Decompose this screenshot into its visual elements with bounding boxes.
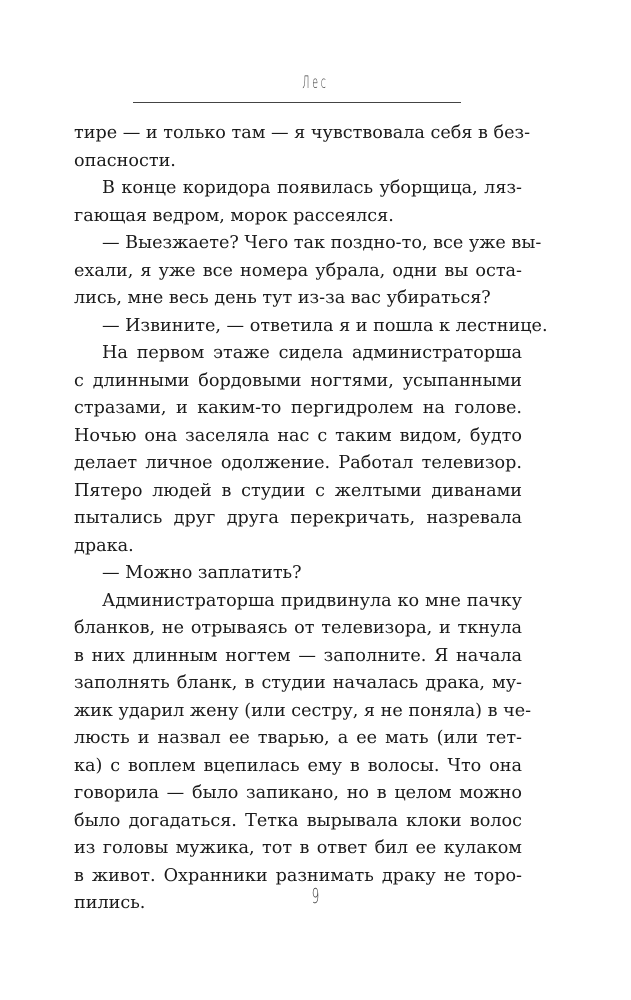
text-line: люсть и назвал ее тварью, а ее мать (или тет- xyxy=(74,728,522,748)
text-line: — Извините, — ответила я и пошла к лестнице. xyxy=(102,315,548,336)
text-line: пились. xyxy=(74,893,146,913)
header-rule xyxy=(133,102,461,103)
text-line: тире — и только там — я чувствовала себя в без- xyxy=(74,123,531,143)
text-line: делает личное одолжение. Работал телевизор. xyxy=(74,453,522,473)
text-line: из головы мужика, тот в ответ бил ее кулаком xyxy=(74,838,522,858)
text-line: опасности. xyxy=(74,150,176,171)
body-text xyxy=(74,120,548,918)
text-line: Ночью она заселяла нас с таким видом, будто xyxy=(74,425,522,446)
text-line: жик ударил жену (или сестру, я не поняла) в че- xyxy=(74,700,532,721)
text-line: Администраторша придвинула ко мне пачку xyxy=(102,590,522,611)
running-head: Лес xyxy=(302,73,329,93)
text-line: с длинными бордовыми ногтями, усыпанными xyxy=(74,370,522,391)
text-line: драка. xyxy=(74,535,134,556)
text-line: ка) с воплем вцепилась ему в волосы. Что она xyxy=(74,755,522,776)
text-line: стразами, и каким-то пергидролем на голове. xyxy=(74,398,522,418)
page-number: 9 xyxy=(311,884,320,908)
text-line: гающая ведром, морок рассеялся. xyxy=(74,205,394,226)
text-line: в живот. Охранники разнимать драку не торо- xyxy=(74,865,522,886)
text-line: было догадаться. Тетка вырывала клоки волос xyxy=(74,810,522,831)
text-line: в них длинным ногтем — заполните. Я начала xyxy=(74,645,522,666)
text-line: В конце коридора появилась уборщица, ляз- xyxy=(102,178,522,198)
text-line: бланков, не отрываясь от телевизора, и ткнула xyxy=(74,618,522,638)
text-line: ехали, я уже все номера убрала, одни вы оста- xyxy=(74,260,522,281)
text-line: пытались друг друга перекричать, назревала xyxy=(74,508,522,528)
text-line: — Можно заплатить? xyxy=(102,563,302,583)
text-line: — Выезжаете? Чего так поздно-то, все уже вы- xyxy=(102,233,542,253)
text-line: говорила — было запикано, но в целом можно xyxy=(74,783,522,803)
text-line: Пятеро людей в студии с желтыми диванами xyxy=(74,480,522,501)
text-line: На первом этаже сидела администраторша xyxy=(102,343,522,363)
text-line: заполнять бланк, в студии началась драка, му- xyxy=(74,673,522,693)
text-line: лись, мне весь день тут из-за вас убираться? xyxy=(74,288,491,308)
